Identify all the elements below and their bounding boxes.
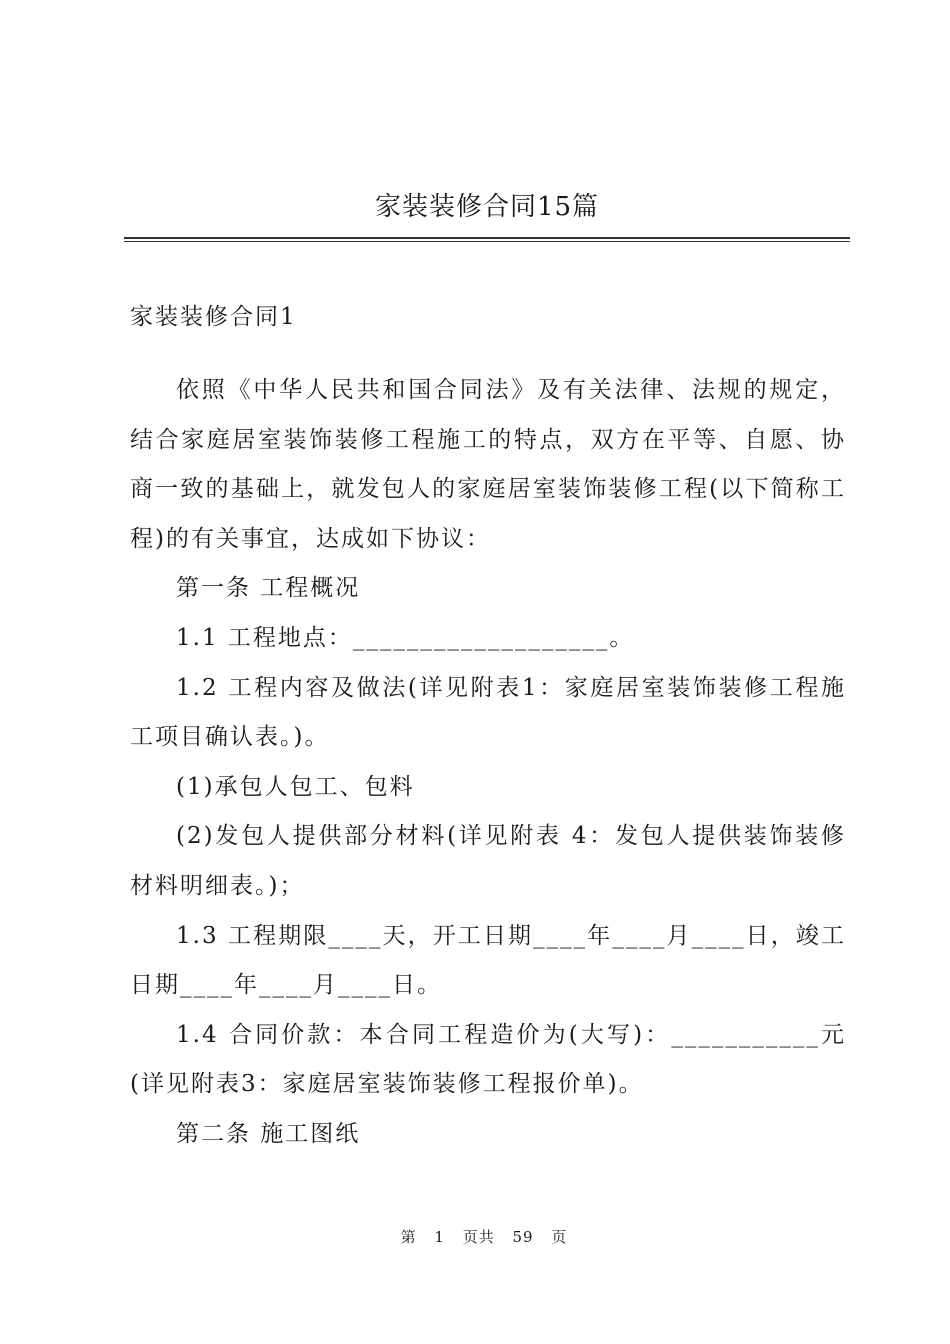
article-1-heading: 第一条 工程概况 [176,575,361,602]
footer-total-pages: 59 [512,1228,534,1246]
preamble-paragraph: 依照《中华人民共和国合同法》及有关法律、法规的规定，结合家庭居室装饰装修工程施工的特点，双方在平等、自愿、协商一致的基础上，就发包人的家庭居室装饰装修工程(以下简称工程)的有关事宜，达成如下协议： [130,377,846,552]
clause-1-2: 1.2 工程内容及做法(详见附表1：家庭居室装饰装修工程施工项目确认表。)。 [130,674,846,751]
contract-body [130,366,846,1160]
clause-1-3: 1.3 工程期限____天，开工日期____年____月____日，竣工日期____年____月____日。 [130,922,846,999]
footer-page-number: 1 [434,1228,445,1246]
clause-1-4: 1.4 合同价款：本合同工程造价为(大写)：___________元(详见附表3：家庭居室装饰装修工程报价单)。 [130,1021,846,1098]
footer-middle: 页共 [462,1228,495,1246]
footer-suffix: 页 [551,1228,568,1246]
document-title: 家装装修合同15篇 [374,192,600,222]
footer-prefix: 第 [400,1228,417,1246]
page-footer [0,1226,950,1247]
article-2-heading: 第二条 施工图纸 [176,1120,361,1147]
clause-1-2-item-2: (2)发包人提供部分材料(详见附表 4：发包人提供装饰装修材料明细表。)； [130,823,846,899]
section-title: 家装装修合同1 [130,304,297,330]
clause-1-1: 1.1 工程地点：___________________。 [176,624,635,651]
title-divider-thick [124,237,850,239]
clause-1-2-item-1: (1)承包人包工、包料 [176,773,415,800]
title-divider-thin [124,241,850,242]
